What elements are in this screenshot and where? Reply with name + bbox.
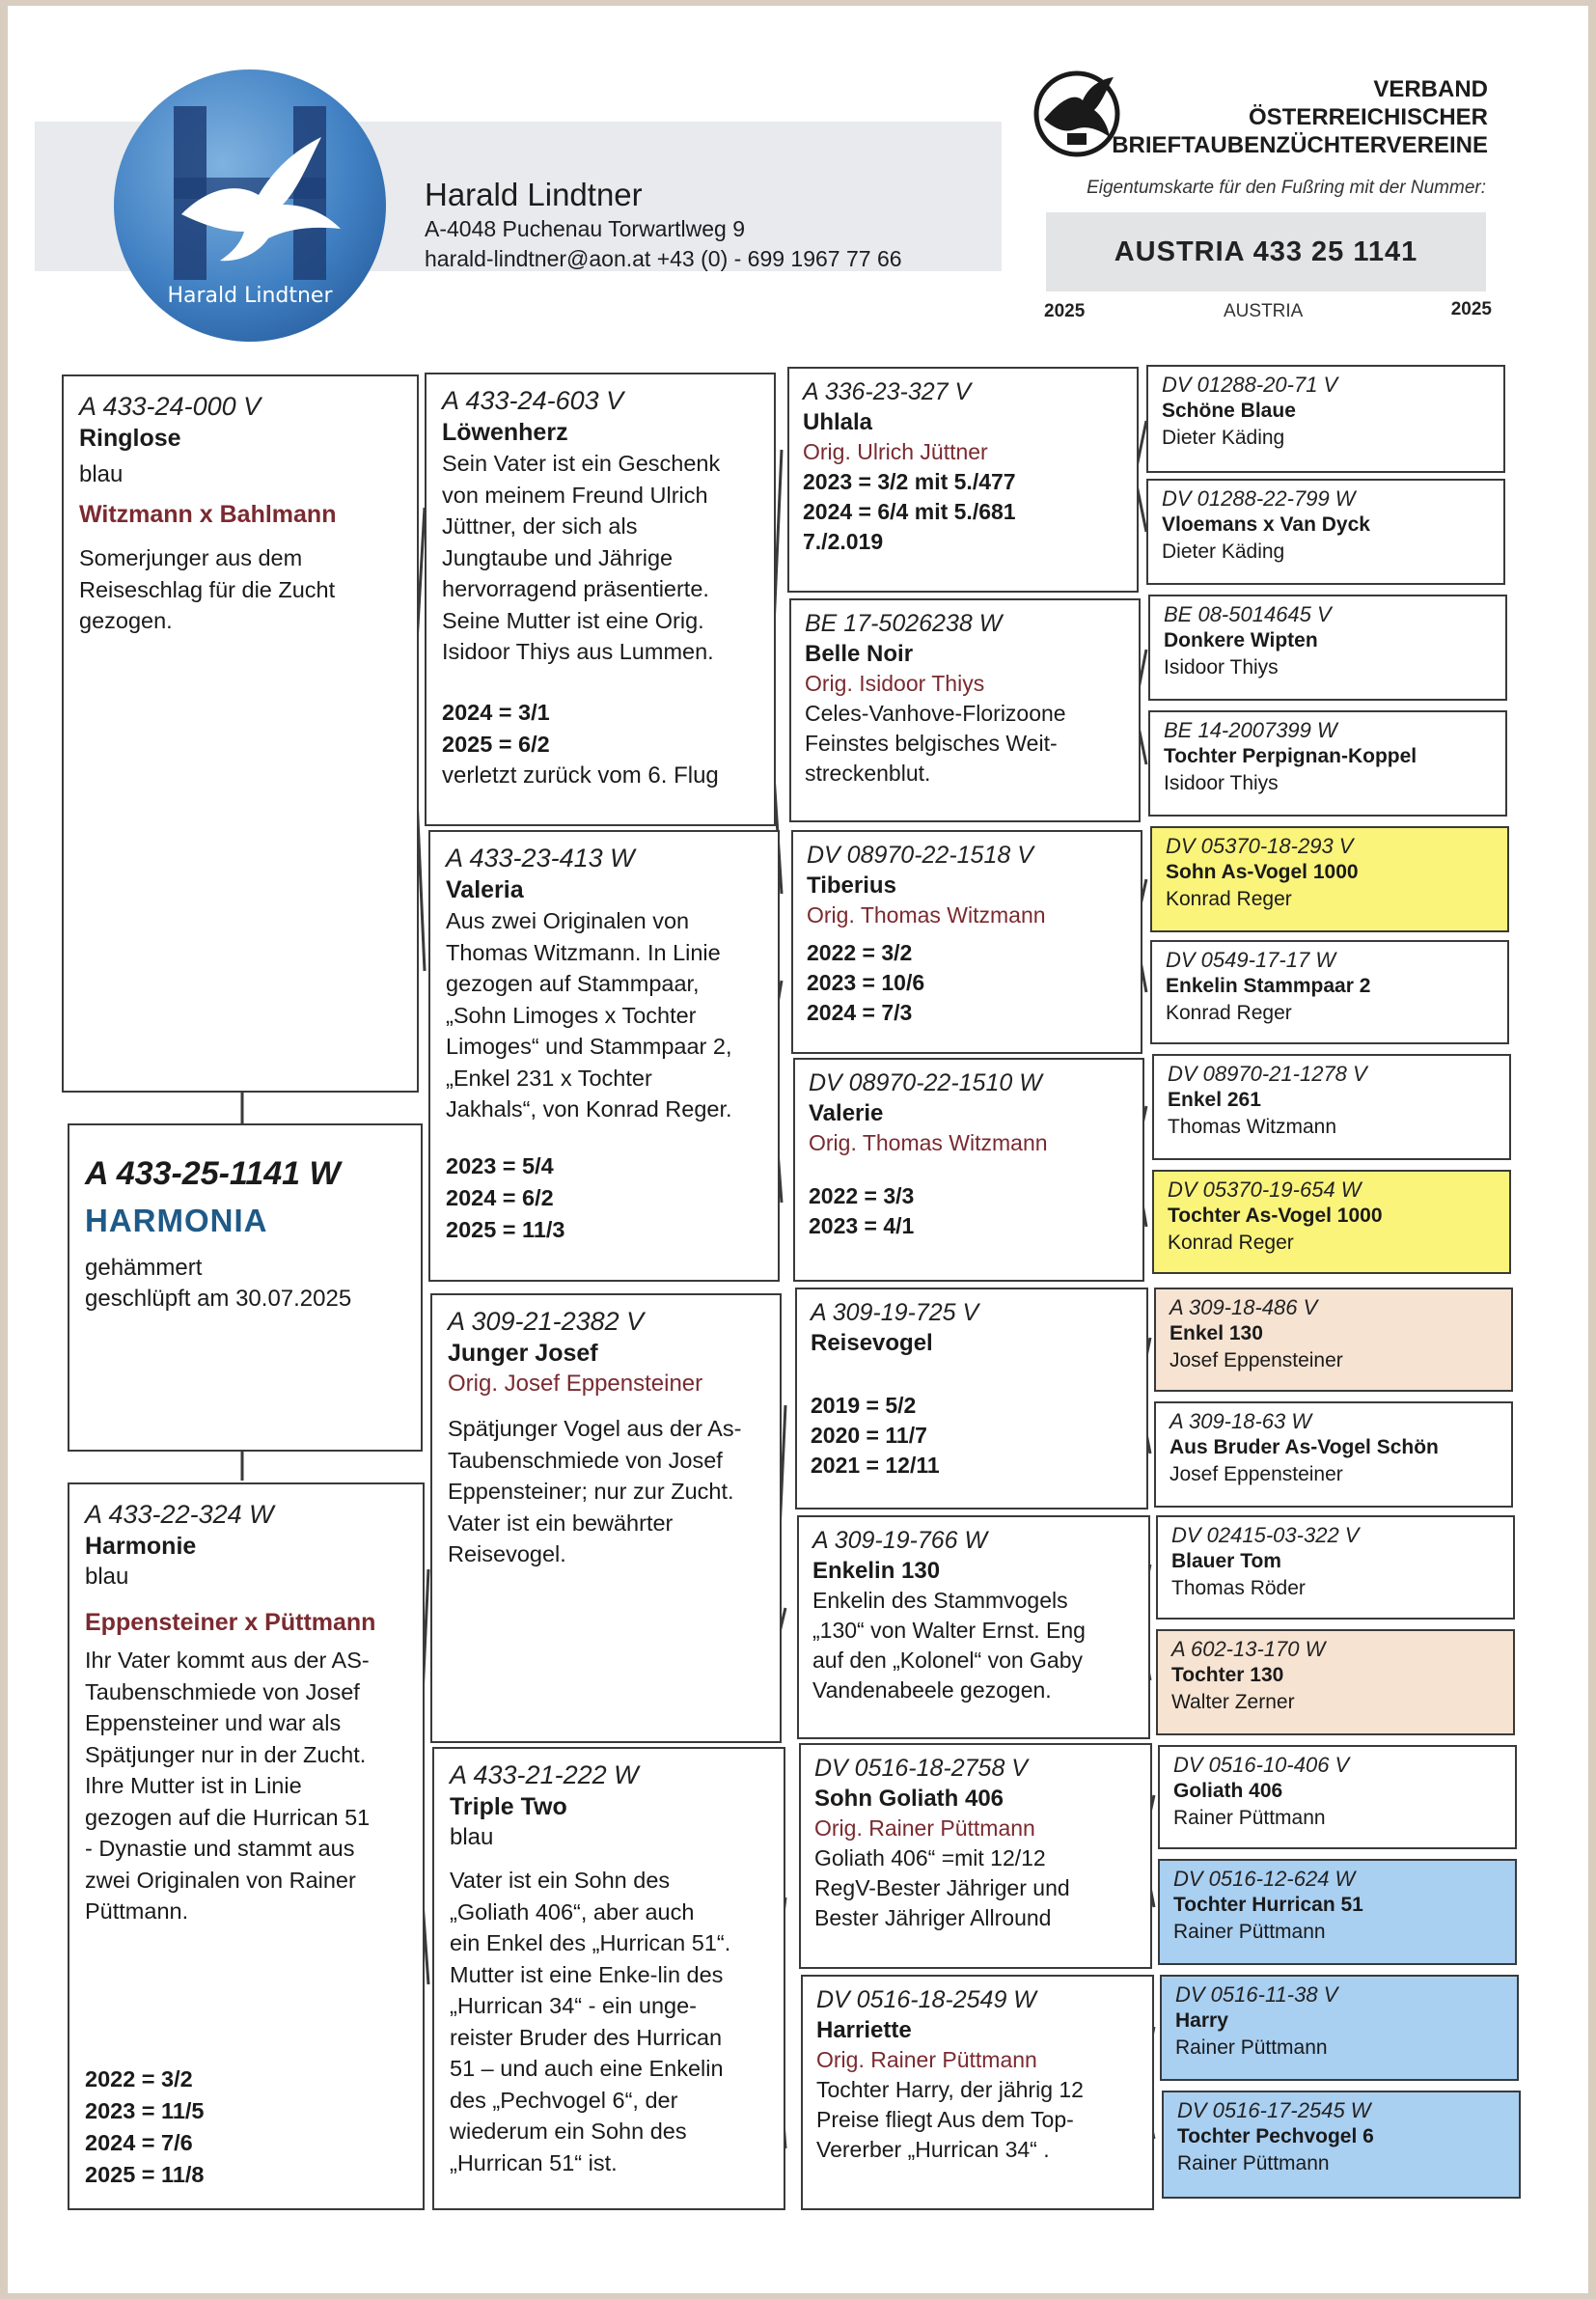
pigeon-results: 2022 = 3/3 2023 = 4/1 (809, 1183, 915, 1238)
grandsire-sire-box (425, 373, 776, 826)
ring-label: DV 05370-19-654 W (1168, 1177, 1362, 1202)
subject-color: gehämmert (85, 1255, 203, 1281)
breeder-contact: harald-lindtner@aon.at +43 (0) - 699 1967 77 66 (425, 246, 902, 271)
association-name: VERBAND ÖSTERREICHISCHER BRIEFTAUBENZÜCHTERVEREINE (1112, 76, 1488, 158)
pigeon-name: Schöne Blaue (1162, 400, 1296, 422)
pigeon-color: blau (450, 1824, 494, 1850)
ring-label: A 309-19-725 V (811, 1299, 979, 1326)
pigeon-name: Reisevogel (811, 1330, 933, 1356)
pigeon-breeder: Thomas Röder (1171, 1577, 1306, 1599)
pigeon-name: Löwenherz (442, 419, 568, 446)
gen3-box-8 (801, 1975, 1154, 2210)
pigeon-breeder: Josef Eppensteiner (1169, 1349, 1343, 1371)
gen3-box-6 (797, 1515, 1150, 1739)
pigeon-breeder: Rainer Püttmann (1173, 1807, 1326, 1829)
ring-label: A 309-19-766 W (812, 1527, 988, 1554)
dam-description: Ihr Vater kommt aus der AS- Taubenschmiede von Josef Eppensteiner und war als Spätjunger nur in der Zucht. Ihre Mutter ist in Linie gezogen auf die Hurrican 51 - Dynastie und stammt aus zwei Originalen von Rainer Püttmann. (85, 1648, 371, 1924)
sire-description: Somerjunger aus dem Reiseschlag für die Zucht gezogen. (79, 545, 336, 633)
pigeon-breeder: Walter Zerner (1171, 1691, 1295, 1713)
ring-label: DV 08970-21-1278 V (1168, 1062, 1367, 1086)
ring-label: A 309-18-486 V (1169, 1295, 1318, 1319)
pigeon-breeder: Isidoor Thiys (1164, 772, 1279, 794)
ring-label: BE 08-5014645 V (1164, 602, 1332, 626)
ring-label: A 433-24-603 V (442, 386, 624, 415)
pigeon-name: Enkel 130 (1169, 1322, 1263, 1344)
dam-cross: Eppensteiner x Püttmann (85, 1609, 376, 1636)
ring-label: A 433-21-222 W (450, 1760, 639, 1789)
pigeon-name: Tochter Perpignan-Koppel (1164, 745, 1417, 767)
pigeon-breeder: Isidoor Thiys (1164, 656, 1279, 679)
pigeon-breeder: Konrad Reger (1168, 1232, 1294, 1254)
subject-hatched: geschlüpft am 30.07.2025 (85, 1286, 352, 1312)
pigeon-name: Blauer Tom (1171, 1550, 1281, 1572)
pigeon-name: Enkel 261 (1168, 1089, 1261, 1111)
ring-label: A 309-21-2382 V (448, 1307, 645, 1336)
pigeon-name: Tochter Pechvogel 6 (1177, 2125, 1374, 2147)
pigeon-name: Tiberius (807, 873, 896, 899)
card-country: AUSTRIA (1224, 301, 1304, 321)
pigeon-name: Sohn Goliath 406 (814, 1786, 1004, 1812)
dam-box (68, 1482, 425, 2210)
gen4-box-5 (1150, 826, 1509, 932)
card-subtitle: Eigentumskarte für den Fußring mit der Nummer: (1087, 178, 1486, 198)
pigeon-name: Aus Bruder As-Vogel Schön (1169, 1436, 1439, 1458)
pigeon-note: verletzt zurück vom 6. Flug (442, 762, 719, 789)
gen4-box-3 (1148, 595, 1507, 701)
dam-color: blau (85, 1564, 129, 1590)
ring-label: A 602-13-170 W (1171, 1637, 1326, 1661)
ring-label: DV 0516-17-2545 W (1177, 2098, 1371, 2122)
pigeon-name: Enkelin 130 (812, 1558, 941, 1584)
ring-label: A 309-18-63 W (1169, 1409, 1312, 1433)
pigeon-breeder: Rainer Püttmann (1177, 2152, 1330, 2174)
pigeon-breeder: Dieter Käding (1162, 540, 1285, 563)
gen4-box-16 (1162, 2091, 1521, 2199)
dam-name: Harmonie (85, 1533, 197, 1560)
gen3-box-2 (789, 598, 1141, 822)
gen3-box-7 (799, 1743, 1152, 1969)
sire-ring: A 433-24-000 V (79, 392, 261, 421)
ring-label: BE 17-5026238 W (805, 610, 1003, 637)
pigeon-name: Valerie (809, 1100, 884, 1126)
ring-label: DV 08970-22-1510 W (809, 1069, 1042, 1096)
ring-label: DV 0516-11-38 V (1175, 1982, 1338, 2007)
pigeon-name: Tochter 130 (1171, 1664, 1284, 1686)
gen4-box-6 (1150, 940, 1509, 1044)
pigeon-origin: Orig. Ulrich Jüttner (803, 439, 988, 464)
pigeon-name: Harriette (816, 2017, 912, 2043)
ring-label: DV 0516-10-406 V (1173, 1753, 1350, 1777)
gen3-box-5 (795, 1288, 1148, 1510)
pigeon-description: Goliath 406“ =mit 12/12 RegV-Bester Jähriger und Bester Jähriger Allround (814, 1845, 1070, 1930)
pigeon-name: Sohn As-Vogel 1000 (1166, 861, 1359, 883)
dam-results: 2022 = 3/2 2023 = 11/5 2024 = 7/6 2025 = 11/8 (85, 2066, 205, 2187)
pigeon-results: 2024 = 3/1 2025 = 6/2 (442, 699, 550, 757)
sire-cross: Witzmann x Bahlmann (79, 501, 337, 528)
pigeon-name: Donkere Wipten (1164, 629, 1318, 651)
pigeon-results: 2023 = 5/4 2024 = 6/2 2025 = 11/3 (446, 1152, 565, 1242)
pigeon-results: 2023 = 3/2 mit 5./477 2024 = 6/4 mit 5./681 7./2.019 (803, 469, 1016, 554)
pigeon-breeder: Dieter Käding (1162, 427, 1285, 449)
ring-label: A 336-23-327 V (803, 378, 972, 405)
pigeon-description: Tochter Harry, der jährig 12 Preise fliegt Aus dem Top- Vererber „Hurrican 34“ . (816, 2077, 1084, 2162)
pigeon-description: Celes-Vanhove-Florizoone Feinstes belgisches Weit- streckenblut. (805, 701, 1066, 786)
ring-label: DV 0516-18-2758 V (814, 1755, 1028, 1782)
ring-label: DV 0549-17-17 W (1166, 948, 1336, 972)
pigeon-description: Sein Vater ist ein Geschenk von meinem Freund Ulrich Jüttner, der sich als Jungtaube und Jährige hervorragend präsentierte. Seine Mutter ist eine Orig. Isidoor Thiys aus Lummen. (442, 451, 721, 664)
ring-label: DV 0516-18-2549 W (816, 1986, 1036, 2013)
pigeon-breeder: Josef Eppensteiner (1169, 1463, 1343, 1485)
pigeon-description: Aus zwei Originalen von Thomas Witzmann. In Linie gezogen auf Stammpaar, „Sohn Limoges x Tochter Limoges“ und Stammpaar 2, „Enkel 231 x Tochter Jakhals“, von Konrad Reger. (446, 908, 732, 1122)
pigeon-description: Vater ist ein Sohn des „Goliath 406“, aber auch ein Enkel des „Hurrican 51“. Mutter ist eine Enke-lin des „Hurrican 34“ - ein unge- reister Bruder des Hurrican 51 – und auch eine Enkelin des „Pechvogel 6“, der wiederum ein Sohn des „Hurrican 51“ ist. (450, 1868, 731, 2175)
logo-signature: Harald Lindtner (167, 284, 333, 308)
pigeon-name: Tochter Hurrican 51 (1173, 1894, 1363, 1916)
sire-name: Ringlose (79, 425, 181, 452)
gen3-box-4 (793, 1058, 1144, 1282)
ring-label: DV 0516-12-624 W (1173, 1867, 1356, 1891)
granddam-sire-box (428, 830, 780, 1282)
pigeon-origin: Orig. Rainer Püttmann (814, 1815, 1035, 1841)
pigeon-breeder: Konrad Reger (1166, 888, 1292, 910)
pigeon-name: Valeria (446, 876, 524, 903)
pigeon-breeder: Konrad Reger (1166, 1002, 1292, 1024)
sire-color: blau (79, 461, 124, 487)
gen4-box-15 (1160, 1975, 1519, 2081)
pigeon-description: Spätjunger Vogel aus der As- Taubenschmiede von Josef Eppensteiner; nur zur Zucht. Vater ist ein bewährter Reisevogel. (448, 1416, 742, 1566)
breeder-name: Harald Lindtner (425, 177, 643, 212)
pigeon-breeder: Rainer Püttmann (1173, 1921, 1326, 1943)
card-year-left: 2025 (1044, 301, 1086, 321)
pigeon-origin: Orig. Josef Eppensteiner (448, 1371, 703, 1397)
breeder-address: A-4048 Puchenau Torwartlweg 9 (425, 216, 746, 241)
pigeon-origin: Orig. Isidoor Thiys (805, 671, 985, 696)
gen4-box-1 (1146, 365, 1505, 473)
pigeon-name: Triple Two (450, 1793, 567, 1820)
ring-label: DV 08970-22-1518 V (807, 842, 1033, 869)
pigeon-name: Harry (1175, 2009, 1228, 2032)
ring-number: AUSTRIA 433 25 1141 (1046, 212, 1486, 291)
pigeon-name: Belle Noir (805, 641, 914, 667)
granddam-dam-box (432, 1747, 785, 2210)
gen4-box-13 (1158, 1745, 1517, 1849)
pigeon-name: Vloemans x Van Dyck (1162, 513, 1370, 536)
pigeon-origin: Orig. Thomas Witzmann (809, 1130, 1048, 1155)
subject-ring: A 433-25-1141 W (85, 1155, 341, 1192)
ring-label: DV 01288-20-71 V (1162, 373, 1338, 397)
pigeon-breeder: Thomas Witzmann (1168, 1116, 1337, 1138)
pigeon-name: Enkelin Stammpaar 2 (1166, 975, 1371, 997)
ring-label: DV 01288-22-799 W (1162, 486, 1356, 511)
grandsire-dam-box (430, 1293, 782, 1743)
pigeon-name: Junger Josef (448, 1340, 598, 1367)
gen4-box-2 (1146, 479, 1505, 585)
ring-label: A 433-23-413 W (446, 844, 635, 873)
pigeon-name: Tochter As-Vogel 1000 (1168, 1205, 1383, 1227)
pigeon-name: Goliath 406 (1173, 1780, 1283, 1802)
gen4-box-9 (1154, 1288, 1513, 1392)
gen4-box-4 (1148, 710, 1507, 817)
pigeon-origin: Orig. Rainer Püttmann (816, 2047, 1037, 2072)
ring-label: BE 14-2007399 W (1164, 718, 1337, 742)
gen4-box-10 (1154, 1401, 1513, 1508)
subject-name: HARMONIA (85, 1203, 268, 1238)
pigeon-origin: Orig. Thomas Witzmann (807, 902, 1046, 928)
dam-ring: A 433-22-324 W (85, 1500, 274, 1529)
gen4-box-14 (1158, 1859, 1517, 1965)
gen4-box-8 (1152, 1170, 1511, 1274)
subject-box (68, 1123, 423, 1452)
pigeon-description: Enkelin des Stammvogels „130“ von Walter Ernst. Eng auf den „Kolonel“ von Gaby Vandenabeele gezogen. (812, 1588, 1086, 1703)
pigeon-results: 2022 = 3/2 2023 = 10/6 2024 = 7/3 (807, 940, 925, 1025)
gen4-box-12 (1156, 1629, 1515, 1735)
gen4-box-11 (1156, 1515, 1515, 1620)
gen3-box-1 (787, 367, 1139, 593)
gen4-box-7 (1152, 1054, 1511, 1160)
sire-box (62, 374, 419, 1093)
pigeon-breeder: Rainer Püttmann (1175, 2036, 1328, 2059)
gen3-box-3 (791, 830, 1142, 1054)
pedigree-sheet (8, 6, 1588, 2293)
ring-label: DV 05370-18-293 V (1166, 834, 1354, 858)
pigeon-results: 2019 = 5/2 2020 = 11/7 2021 = 12/11 (811, 1393, 940, 1478)
ring-label: DV 02415-03-322 V (1171, 1523, 1360, 1547)
card-year-right: 2025 (1450, 299, 1492, 319)
pigeon-name: Uhlala (803, 409, 873, 435)
